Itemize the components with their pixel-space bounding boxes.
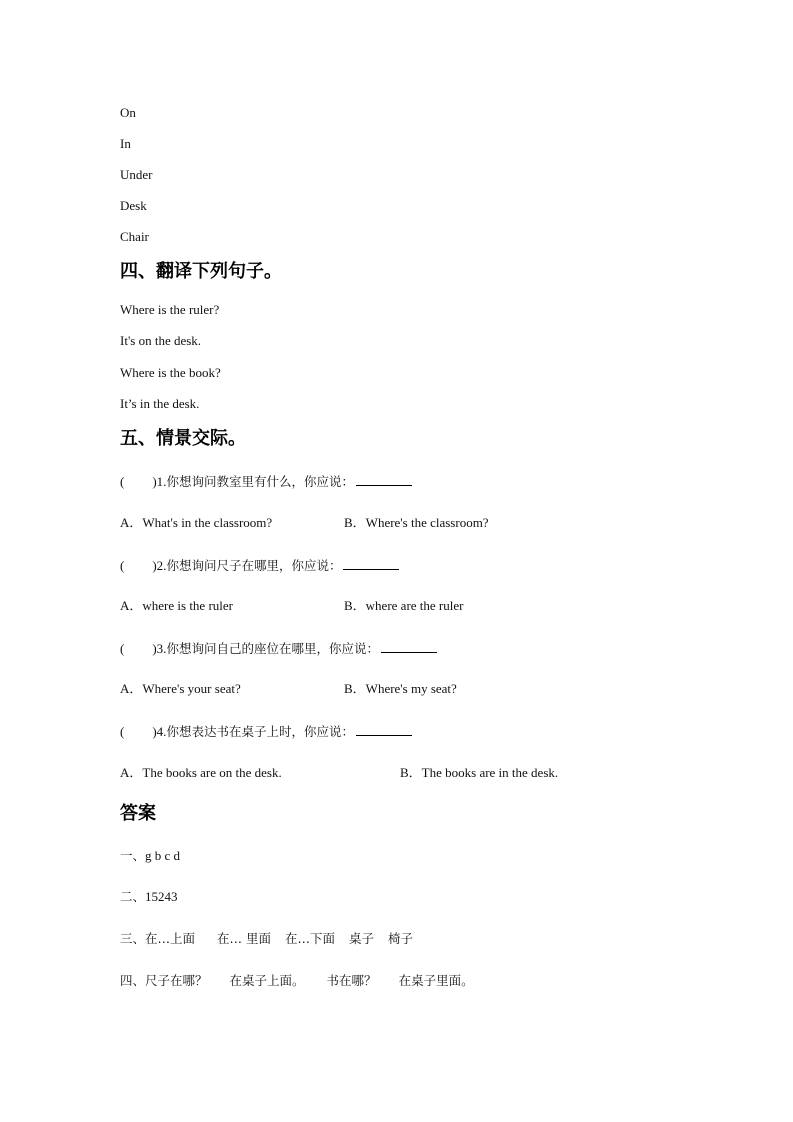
section5-title: 五、情景交际。: [120, 428, 246, 449]
sentence-item: Where is the ruler?: [120, 302, 220, 317]
answer-prefix: 一、: [120, 848, 146, 863]
answer-paren-open[interactable]: (: [120, 474, 125, 489]
answer-line-4: [120, 973, 474, 989]
answer-text: 桌子: [349, 931, 375, 946]
answer-text: 椅子: [388, 931, 414, 946]
answer-paren-open[interactable]: (: [120, 641, 125, 656]
answer-text: 在… 里面: [217, 931, 272, 946]
answer-text: 尺子在哪？: [145, 973, 208, 988]
question-1: [120, 473, 412, 490]
question-3: [120, 640, 437, 657]
answer-text: 在…下面: [285, 931, 336, 946]
section4-title: 四、翻译下列句子。: [120, 261, 282, 282]
answer-line-3: [120, 931, 413, 947]
option-a: A．The books are on the desk.: [120, 765, 282, 780]
sentence-item: Where is the book?: [120, 365, 221, 380]
answer-text: 15243: [145, 889, 178, 904]
question-4: [120, 723, 412, 740]
question-number: )1.: [152, 474, 167, 489]
vocab-item: In: [120, 136, 131, 151]
answer-blank[interactable]: [381, 640, 437, 653]
sentence-item: It's on the desk.: [120, 333, 202, 348]
option-a: A．Where's your seat?: [120, 681, 241, 696]
answer-text: 在桌子里面。: [398, 973, 474, 988]
question-number: )3.: [152, 641, 167, 656]
answer-text: 书在哪？: [326, 973, 377, 988]
option-b: B．where are the ruler: [344, 598, 464, 613]
question-number: )2.: [152, 558, 167, 573]
answer-prefix: 三、: [120, 931, 146, 946]
vocab-item: On: [120, 105, 136, 120]
vocab-item: Under: [120, 167, 153, 182]
answer-prefix: 四、: [120, 973, 146, 988]
answer-line-2: [120, 889, 178, 905]
answer-line-1: [120, 848, 180, 864]
sentence-item: It’s in the desk.: [120, 396, 200, 411]
answer-paren-open[interactable]: (: [120, 724, 125, 739]
answer-text: g b c d: [145, 848, 181, 863]
question-prompt: 你想表达书在桌子上时，你应说：: [166, 724, 354, 739]
answer-blank[interactable]: [356, 723, 412, 736]
option-b: B．The books are in the desk.: [400, 765, 559, 780]
answer-paren-open[interactable]: (: [120, 558, 125, 573]
question-prompt: 你想询问自己的座位在哪里，你应说：: [166, 641, 379, 656]
option-a: A．where is the ruler: [120, 598, 233, 613]
answer-text: 在…上面: [145, 931, 196, 946]
answer-blank[interactable]: [356, 473, 412, 486]
option-a: A．What's in the classroom?: [120, 515, 273, 530]
question-2: [120, 557, 399, 574]
option-b: B．Where's my seat?: [344, 681, 457, 696]
answer-prefix: 二、: [120, 889, 146, 904]
question-prompt: 你想询问教室里有什么，你应说：: [166, 474, 354, 489]
answer-blank[interactable]: [343, 557, 399, 570]
option-b: B．Where's the classroom?: [344, 515, 489, 530]
answers-title: 答案: [120, 803, 156, 824]
vocab-item: Chair: [120, 229, 149, 244]
answer-text: 在桌子上面。: [229, 973, 305, 988]
question-number: )4.: [152, 724, 167, 739]
vocab-item: Desk: [120, 198, 147, 213]
question-prompt: 你想询问尺子在哪里，你应说：: [166, 558, 342, 573]
